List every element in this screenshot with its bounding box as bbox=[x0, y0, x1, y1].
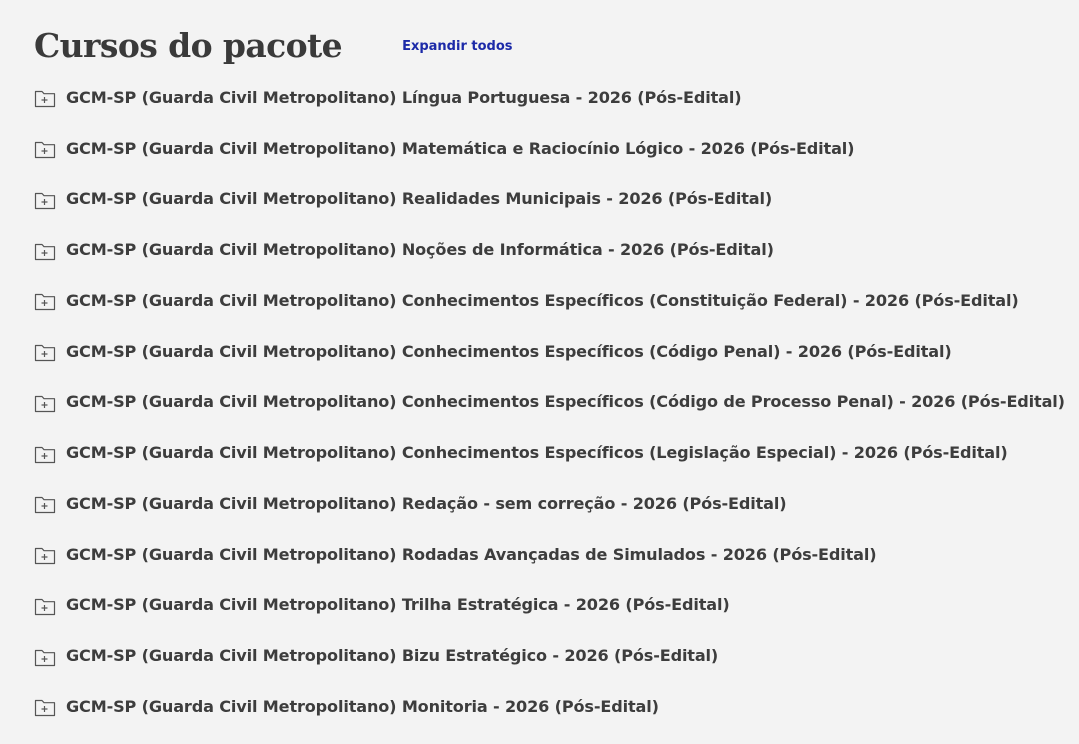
folder-plus-icon[interactable] bbox=[34, 241, 56, 261]
course-title[interactable]: GCM-SP (Guarda Civil Metropolitano) Realidades Municipais - 2026 (Pós-Edital) bbox=[66, 189, 773, 209]
folder-plus-icon[interactable] bbox=[34, 494, 56, 514]
course-title[interactable]: GCM-SP (Guarda Civil Metropolitano) Conhecimentos Específicos (Código Penal) - 2026 (Pós-Edital) bbox=[66, 341, 952, 361]
course-title[interactable]: GCM-SP (Guarda Civil Metropolitano) Monitoria - 2026 (Pós-Edital) bbox=[66, 696, 659, 716]
course-title[interactable]: GCM-SP (Guarda Civil Metropolitano) Matemática e Raciocínio Lógico - 2026 (Pós-Edital) bbox=[66, 138, 855, 158]
course-item[interactable] bbox=[34, 478, 1065, 529]
folder-plus-icon[interactable] bbox=[34, 190, 56, 210]
course-item[interactable] bbox=[34, 326, 1065, 377]
folder-plus-icon[interactable] bbox=[34, 697, 56, 717]
folder-plus-icon[interactable] bbox=[34, 596, 56, 616]
course-item[interactable] bbox=[34, 681, 1065, 732]
course-list bbox=[34, 72, 1065, 732]
course-title[interactable]: GCM-SP (Guarda Civil Metropolitano) Conhecimentos Específicos (Constituição Federal) - 2026 (Pós-Edital) bbox=[66, 290, 1019, 310]
folder-plus-icon[interactable] bbox=[34, 291, 56, 311]
course-title[interactable]: GCM-SP (Guarda Civil Metropolitano) Trilha Estratégica - 2026 (Pós-Edital) bbox=[66, 595, 730, 615]
expand-all-link[interactable]: Expandir todos bbox=[402, 38, 513, 54]
course-title[interactable]: GCM-SP (Guarda Civil Metropolitano) Bizu Estratégico - 2026 (Pós-Edital) bbox=[66, 646, 719, 666]
folder-plus-icon[interactable] bbox=[34, 444, 56, 464]
folder-plus-icon[interactable] bbox=[34, 545, 56, 565]
section-header bbox=[34, 22, 1079, 68]
folder-plus-icon[interactable] bbox=[34, 342, 56, 362]
course-item[interactable] bbox=[34, 630, 1065, 681]
course-title[interactable]: GCM-SP (Guarda Civil Metropolitano) Conhecimentos Específicos (Legislação Especial) - 2026 (Pós-Edital) bbox=[66, 443, 1008, 463]
course-title[interactable]: GCM-SP (Guarda Civil Metropolitano) Língua Portuguesa - 2026 (Pós-Edital) bbox=[66, 87, 742, 107]
course-item[interactable] bbox=[34, 377, 1065, 428]
course-item[interactable] bbox=[34, 72, 1065, 123]
course-title[interactable]: GCM-SP (Guarda Civil Metropolitano) Conhecimentos Específicos (Código de Processo Penal) - 2026 (Pós-Edital) bbox=[66, 392, 1065, 412]
folder-plus-icon[interactable] bbox=[34, 393, 56, 413]
section-title: Cursos do pacote bbox=[34, 25, 343, 65]
course-item[interactable] bbox=[34, 580, 1065, 631]
course-title[interactable]: GCM-SP (Guarda Civil Metropolitano) Noções de Informática - 2026 (Pós-Edital) bbox=[66, 240, 774, 260]
course-item[interactable] bbox=[34, 529, 1065, 580]
folder-plus-icon[interactable] bbox=[34, 88, 56, 108]
course-item[interactable] bbox=[34, 275, 1065, 326]
course-item[interactable] bbox=[34, 224, 1065, 275]
course-title[interactable]: GCM-SP (Guarda Civil Metropolitano) Redação - sem correção - 2026 (Pós-Edital) bbox=[66, 493, 787, 513]
course-item[interactable] bbox=[34, 123, 1065, 174]
folder-plus-icon[interactable] bbox=[34, 139, 56, 159]
course-title[interactable]: GCM-SP (Guarda Civil Metropolitano) Rodadas Avançadas de Simulados - 2026 (Pós-Edital) bbox=[66, 544, 877, 564]
course-item[interactable] bbox=[34, 427, 1065, 478]
course-item[interactable] bbox=[34, 174, 1065, 225]
course-package-section bbox=[0, 0, 1079, 68]
folder-plus-icon[interactable] bbox=[34, 647, 56, 667]
